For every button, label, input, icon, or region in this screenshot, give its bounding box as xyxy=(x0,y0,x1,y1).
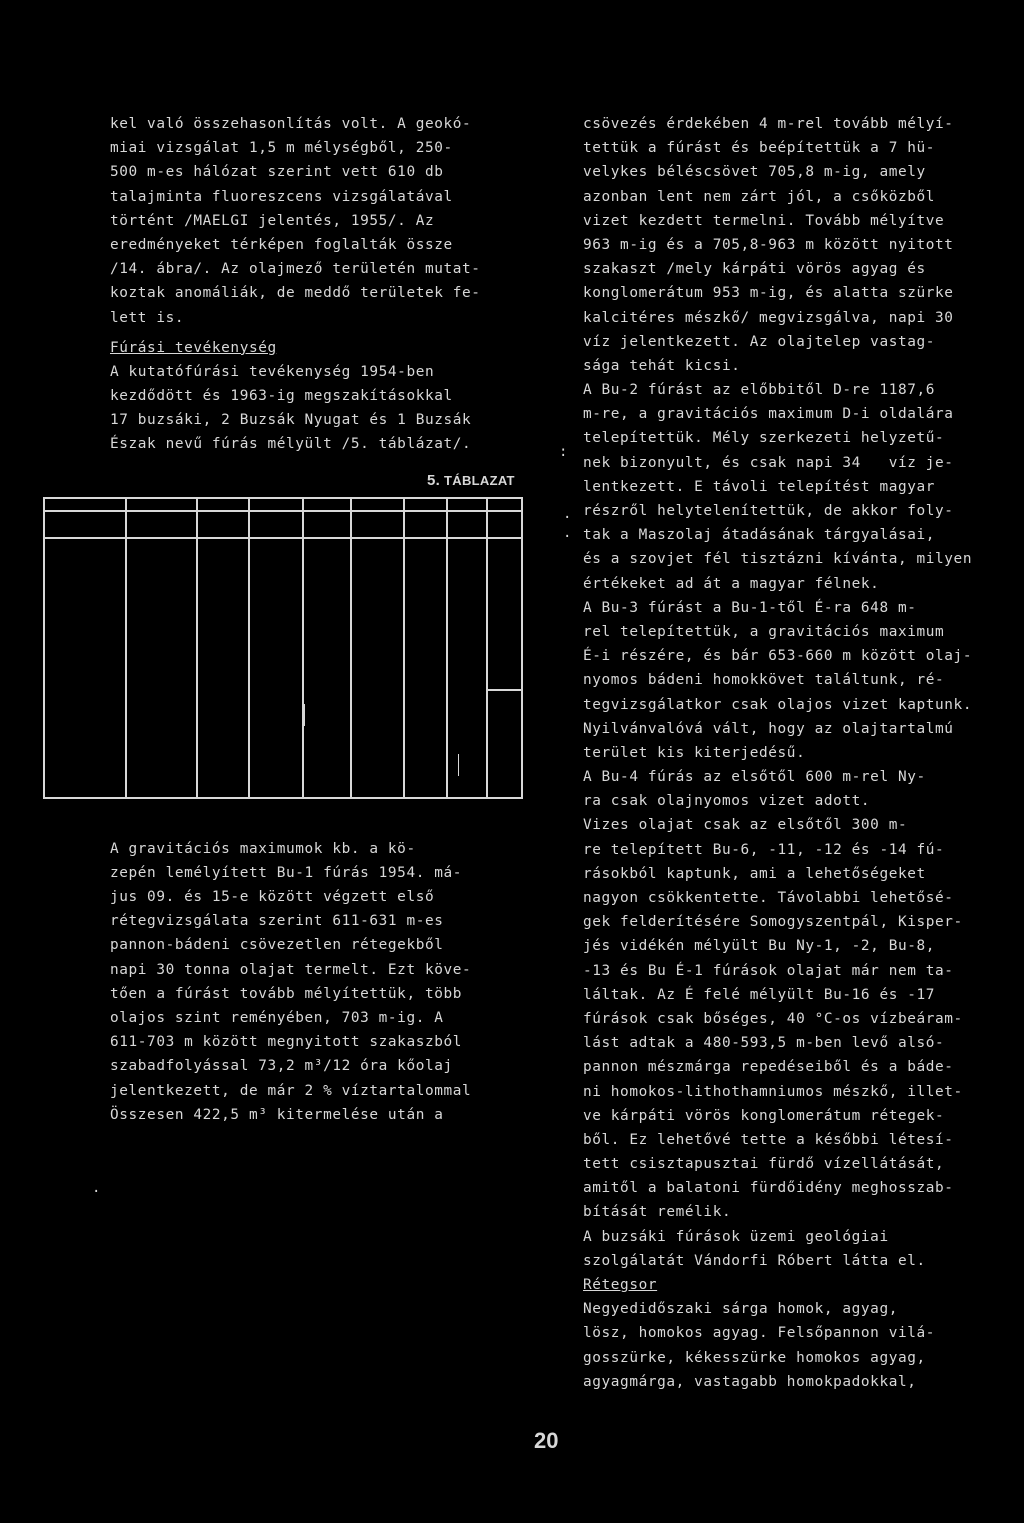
table-column-rule xyxy=(196,499,198,797)
text-line: napi 30 tonna olajat termelt. Ezt köve- xyxy=(110,961,472,978)
margin-mark: . xyxy=(563,506,572,522)
text-line: gek felderítésére Somogyszentpál, Kisper- xyxy=(583,914,963,931)
text-line: gosszürke, kékesszürke homokos agyag, xyxy=(583,1349,926,1366)
text-line: lett is. xyxy=(110,309,185,326)
text-line: sága tehát kicsi. xyxy=(583,357,741,374)
text-line: és a szovjet fél tisztázni kívánta, milyen xyxy=(583,551,973,568)
text-line: Vizes olajat csak az elsőtől 300 m- xyxy=(583,817,908,834)
table-tick-mark xyxy=(302,599,303,615)
text-line: 500 m-es hálózat szerint vett 610 db xyxy=(110,164,444,181)
text-line: pannon-bádeni csövezetlen rétegekből xyxy=(110,937,444,954)
text-line: É-i részére, és bár 653-660 m között olaj- xyxy=(583,648,973,665)
text-line: kalcitéres mészkő/ megvizsgálva, napi 30 xyxy=(583,309,954,326)
text-line: Negyedidőszaki sárga homok, agyag, xyxy=(583,1301,898,1318)
table-caption xyxy=(427,472,515,489)
text-line: Észak nevű fúrás mélyült /5. táblázat/. xyxy=(110,436,472,453)
text-line: láltak. Az É felé mélyült Bu-16 és -17 xyxy=(583,986,936,1003)
text-line: re telepített Bu-6, -11, -12 és -14 fú- xyxy=(583,841,945,858)
text-line: terület kis kiterjedésű. xyxy=(583,744,806,761)
text-line: víz jelentkezett. Az olajtelep vastag- xyxy=(583,333,936,350)
text-line: vizet kezdett termelni. Tovább mélyítve xyxy=(583,212,945,229)
text-line: tettük a fúrást és beépítettük a 7 hü- xyxy=(583,140,936,157)
text-line: Összesen 422,5 m³ kitermelése után a xyxy=(110,1106,444,1123)
section-heading-furasi-tevekenyseg: Fúrási tevékenység xyxy=(110,339,277,356)
text-line: ni homokos-lithothamniumos mészkő, illet- xyxy=(583,1083,963,1100)
text-line: Nyilvánvalóvá vált, hogy az olajtartalmú xyxy=(583,720,954,737)
text-line: agyagmárga, vastagabb homokpadokkal, xyxy=(583,1373,917,1390)
text-line: pannon mészmárga repedéseiből és a báde- xyxy=(583,1059,954,1076)
table-column-rule xyxy=(125,499,127,797)
text-line: zepén lemélyített Bu-1 fúrás 1954. má- xyxy=(110,864,463,881)
text-line: fúrások csak bőséges, 40 °C-os vízbeáram- xyxy=(583,1010,963,1027)
table-column-rule xyxy=(350,499,352,797)
text-line: csövezés érdekében 4 m-rel tovább mélyí- xyxy=(583,116,954,132)
text-line: konglomerátum 953 m-ig, és alatta szürke xyxy=(583,285,954,302)
text-line: /14. ábra/. Az olajmező területén mutat- xyxy=(110,261,481,278)
text-line: rétegvizsgálata szerint 611-631 m-es xyxy=(110,913,444,930)
text-line: nagyon csökkentette. Távolabbi lehetősé- xyxy=(583,890,954,906)
section-heading-retegsor: Rétegsor xyxy=(583,1277,658,1293)
text-line: szolgálatát Vándorfi Róbert látta el. xyxy=(583,1252,926,1269)
text-line: m-re, a gravitációs maximum D-i oldalára xyxy=(583,406,954,423)
text-line: lást adtak a 480-593,5 m-ben levő alsó- xyxy=(583,1035,945,1052)
text-line: 611-703 m között megnyitott szakaszból xyxy=(110,1034,463,1051)
table-column-rule xyxy=(302,499,304,797)
text-line: A Bu-2 fúrást az előbbitől D-re 1187,6 xyxy=(583,382,936,399)
text-line: tően a fúrást tovább mélyítettük, több xyxy=(110,985,463,1002)
text-line: kel való összehasonlítás volt. A geokó- xyxy=(110,116,472,132)
text-line: 17 buzsáki, 2 Buzsák Nyugat és 1 Buzsák xyxy=(110,412,472,429)
text-line: értékeket ad át a magyar félnek. xyxy=(583,575,880,592)
text-line: miai vizsgálat 1,5 m mélységből, 250- xyxy=(110,140,453,157)
table-header-rule xyxy=(45,510,521,512)
text-line: velykes béléscsövet 705,8 m-ig, amely xyxy=(583,164,926,181)
table-label: TÁBLAZAT xyxy=(444,473,515,488)
table-header-rule-2 xyxy=(45,537,521,539)
text-line: eredményeket térképen foglalták össze xyxy=(110,236,453,253)
text-line: tegvizsgálatkor csak olajos vizet kaptunk. xyxy=(583,696,973,713)
table-column-rule xyxy=(403,499,405,797)
text-line: ra csak olajnyomos vizet adott. xyxy=(583,793,871,810)
text-line: rásokból kaptunk, ami a lehetőségeket xyxy=(583,865,926,882)
margin-mark: : xyxy=(559,444,568,460)
text-line: kezdődött és 1963-ig megszakításokkal xyxy=(110,388,453,405)
text-line: tett csisztapusztai fürdő vízellátását, xyxy=(583,1156,945,1173)
text-line: lentkezett. E távoli telepítést magyar xyxy=(583,478,936,495)
text-line: ből. Ez lehetővé tette a későbbi létesí- xyxy=(583,1131,954,1148)
text-line: -13 és Bu É-1 fúrások olajat már nem ta- xyxy=(583,962,954,979)
text-line: A gravitációs maximumok kb. a kö- xyxy=(110,840,416,857)
text-line: A kutatófúrási tevékenység 1954-ben xyxy=(110,363,435,380)
text-line: lösz, homokos agyag. Felsőpannon vilá- xyxy=(583,1325,936,1342)
text-line: azonban lent nem zárt jól, a csőközből xyxy=(583,188,936,205)
table-tick-mark xyxy=(458,754,459,776)
table-column-rule xyxy=(446,499,448,797)
text-line: amitől a balatoni fürdőidény meghosszab- xyxy=(583,1180,954,1197)
margin-mark: · xyxy=(92,1184,101,1200)
text-line: A Bu-4 fúrás az elsőtől 600 m-rel Ny- xyxy=(583,769,926,786)
text-line: nyomos bádeni homokkövet találtunk, ré- xyxy=(583,672,945,689)
text-line: részről helytelenítettük, de akkor foly- xyxy=(583,503,954,519)
margin-mark: . xyxy=(563,525,572,541)
text-line: A Bu-3 fúrást a Bu-1-től É-ra 648 m- xyxy=(583,599,917,616)
table-column-rule xyxy=(248,499,250,797)
page-number: 20 xyxy=(534,1428,559,1453)
right-text-column xyxy=(583,112,988,1394)
table-number: 5. xyxy=(427,472,441,489)
text-line: talajminta fluoreszcens vizsgálatával xyxy=(110,188,453,205)
text-line: ve kárpáti vörös konglomerátum rétegek- xyxy=(583,1107,945,1124)
text-line: szakaszt /mely kárpáti vörös agyag és xyxy=(583,261,926,278)
text-line: olajos szint reményében, 703 m-ig. A xyxy=(110,1009,444,1026)
text-line: jés vidékén mélyült Bu Ny-1, -2, Bu-8, xyxy=(583,938,936,955)
text-line: bítását remélik. xyxy=(583,1204,732,1221)
text-line: jus 09. és 15-e között végzett első xyxy=(110,889,435,905)
text-line: történt /MAELGI jelentés, 1955/. Az xyxy=(110,212,435,229)
text-line: tak a Maszolaj átadásának tárgyalásai, xyxy=(583,527,936,544)
text-line: rel telepítettük, a gravitációs maximum xyxy=(583,623,945,640)
text-line: nek bizonyult, és csak napi 34 víz je- xyxy=(583,454,954,471)
text-line: 963 m-ig és a 705,8-963 m között nyitott xyxy=(583,236,954,253)
table-row-rule xyxy=(486,689,523,691)
text-line: telepítettük. Mély szerkezeti helyzetű- xyxy=(583,430,945,447)
table-5-frame xyxy=(43,497,523,799)
text-line: koztak anomáliák, de meddő területek fe- xyxy=(110,285,481,302)
text-line: szabadfolyással 73,2 m³/12 óra kőolaj xyxy=(110,1058,453,1075)
table-column-rule xyxy=(486,499,488,797)
text-line: jelentkezett, de már 2 % víztartalommal xyxy=(110,1082,472,1099)
table-tick-mark xyxy=(304,704,305,726)
text-line: A buzsáki fúrások üzemi geológiai xyxy=(583,1228,889,1245)
